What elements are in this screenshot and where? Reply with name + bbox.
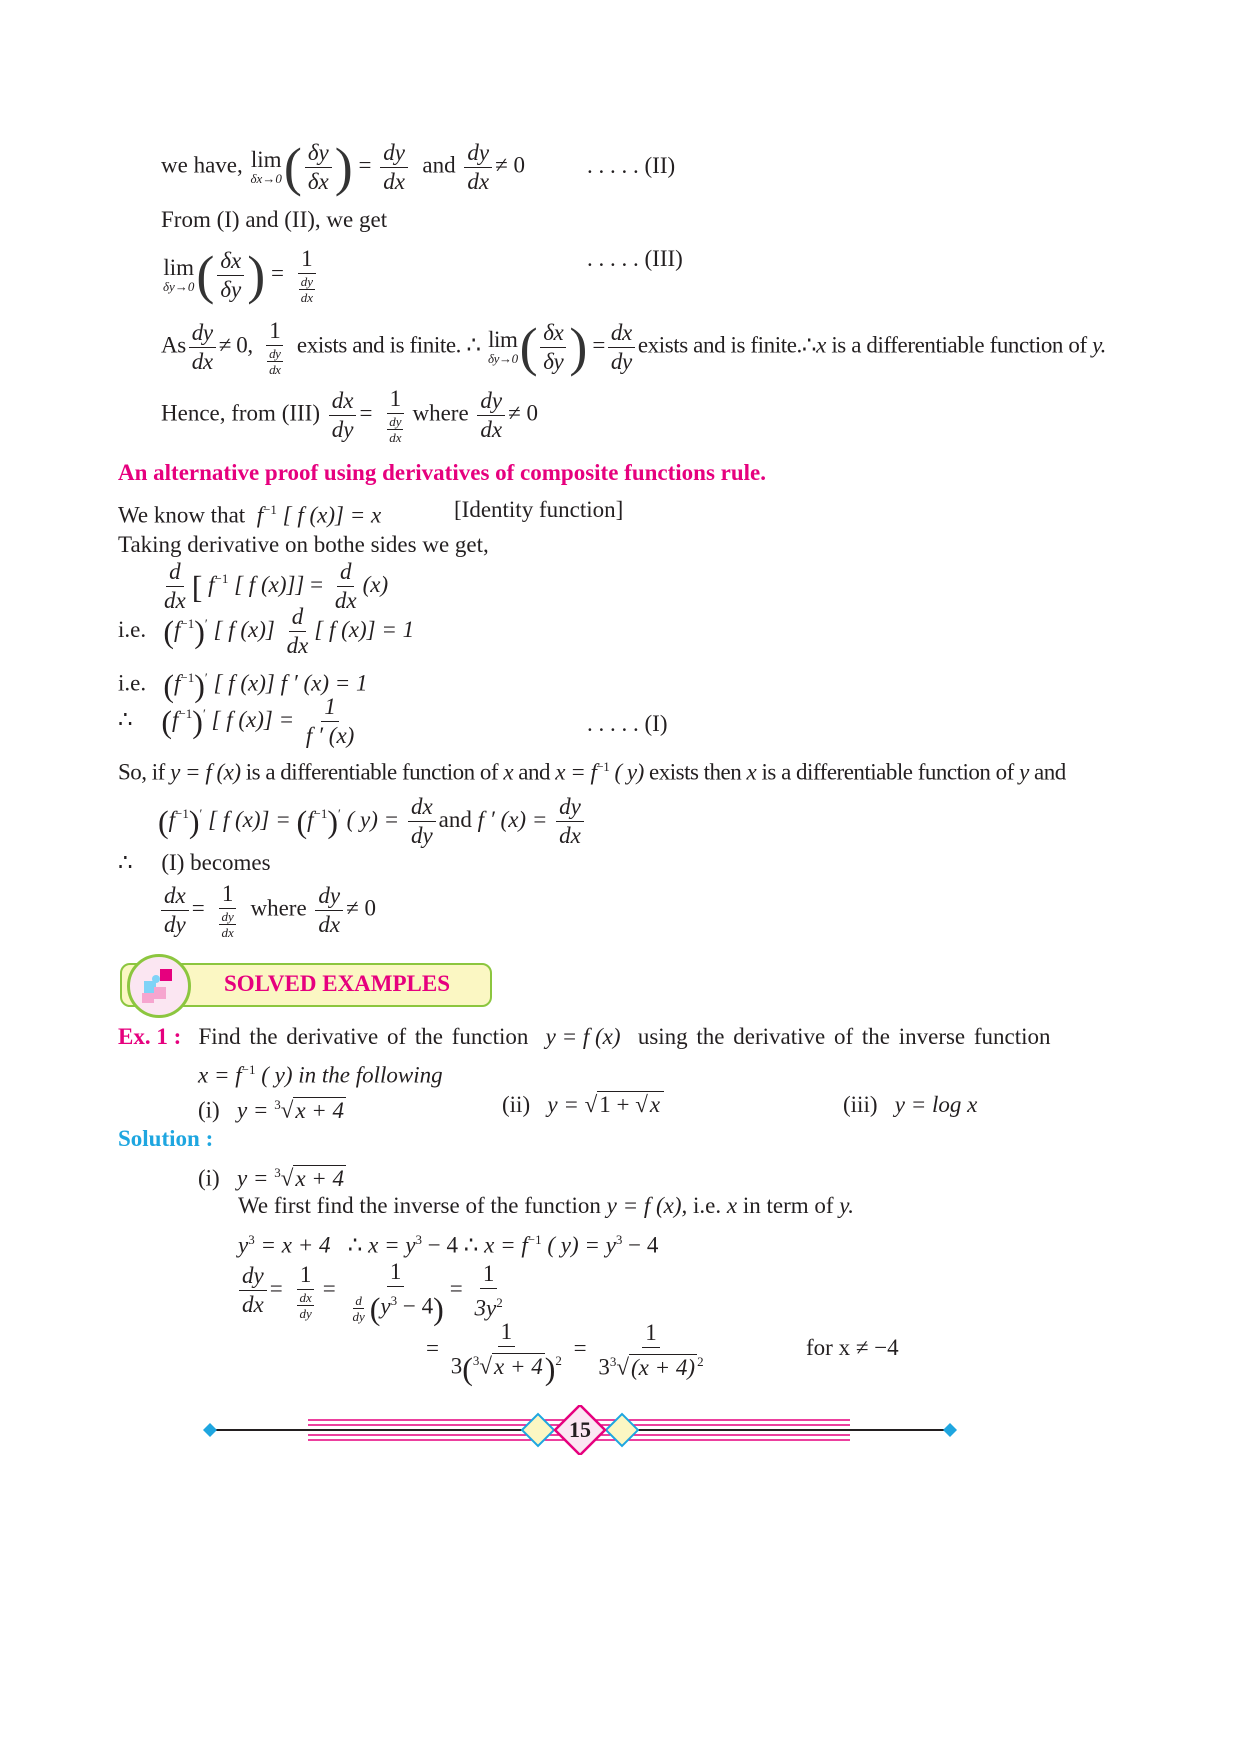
part-ii: (ii) y = √1 + √x: [502, 1090, 664, 1120]
page-number: 15: [569, 1417, 591, 1442]
so-line: So, if y = f (x) is a differentiable function of x and $x = f^{-1}$ ( y) exists then x is a differentiable function of y and: [118, 759, 1066, 785]
chain-rule-line: i.e. $(f^{-1})'$ [ f (x)] $\frac{d}{dx}$ [ f (x)] = 1: [118, 604, 415, 658]
banner-title: SOLVED EXAMPLES: [224, 971, 451, 996]
equation-tag-II: . . . . . (II): [587, 153, 676, 178]
derivative-line: $\frac{d}{dx}$ [ $f^{-1}$ [ f (x)]] = $\frac{d}{dx}$ (x): [164, 559, 389, 613]
limit-line-III: lim δy→0 ( $\frac{\delta x}{\delta y}$ ) = $\frac{1}{\frac{dy}{dx}}$: [161, 245, 324, 305]
section-heading: An alternative proof using derivatives of composite functions rule.: [118, 460, 767, 485]
from-text: From (I) and (II), we get: [161, 207, 388, 232]
fraction: $\frac{dy}{dx}$: [464, 139, 492, 196]
becomes-line: ∴ (I) becomes: [118, 850, 271, 875]
solution-step-2: $y^3 = x + 4$ ∴ $x = y^3 - 4$ ∴ $x = f^{-1}$ ( $y) = y^3 - 4$: [238, 1232, 659, 1258]
identity-note: [Identity function]: [454, 497, 624, 522]
limit: lim δx→0: [250, 147, 282, 186]
solution-step-3: $\frac{dy}{dx}$ = $\frac{1}{\frac{dx}{dy}}$ = 1 $\frac{d}{dy}$ $(y^3 - 4)$ = $\frac{1}{3y^2}$: [236, 1258, 509, 1324]
fraction: $\frac{\delta x}{\delta y}$: [217, 247, 244, 304]
chain-rule-line-2: i.e. $(f^{-1})'$ [ f (x)] f ′ (x) = 1: [118, 667, 368, 704]
solution-label: Solution :: [118, 1126, 214, 1151]
part-i: (i) y = $^3$√x + 4: [198, 1097, 345, 1123]
fraction: $\frac{\delta y}{\delta x}$: [305, 139, 332, 196]
example-1: Ex. 1 : Find the derivative of the function y = f (x) using the derivative of the inverse function: [118, 1024, 1051, 1049]
result-line-I: ∴ $(f^{-1})'$ [ f (x)] = $\frac{1}{f ' (x)}$: [118, 694, 355, 748]
limit: lim δy→0: [163, 255, 195, 295]
solution-step-4: = $\frac{1}{3(^3√x + 4)^2}$ = $\frac{1}{3^3√(x + 4) ^2}$: [426, 1319, 704, 1387]
inverse-derivative-line: $(f^{-1})'$ [ f $(x)] = (f^{-1})'$ ( y) = $\frac{dx}{dy}$ and f ′ (x) = $\frac{dy}{dx}$: [158, 793, 587, 850]
equation-tag-I: . . . . . (I): [587, 711, 668, 736]
equation-tag-III: . . . . . (III): [587, 246, 683, 271]
text: we have,: [161, 152, 243, 178]
identity-line: We know that $f^{-1}$ [ f (x)] = x: [118, 502, 382, 528]
solution-step-1: We first find the inverse of the function y = f (x), i.e. x in term of y.: [238, 1193, 854, 1218]
condition: for x ≠ −4: [806, 1335, 899, 1360]
hence-line: Hence, from (III) $\frac{dx}{dy}$ = $\frac{1}{\frac{dy}{dx}}$ where $\frac{dy}{dx}$ ≠ 0: [161, 386, 539, 446]
fraction: $\frac{dy}{dx}$: [380, 139, 408, 196]
fraction: $\frac{1}{\frac{dy}{dx}}$: [293, 245, 321, 305]
solution-part-i: (i) y = $^3$√x + 4: [198, 1165, 345, 1191]
as-line: As $\frac{dy}{dx}$ ≠ 0, $\frac{1}{\frac{dy}{dx}}$ exists and is finite. ∴ lim δy→0 ( $\frac{\delta x}{\delta y}$ ) = $\frac{dx}{dy}$ exists and is finite.∴x is a differentiable function of y.: [161, 317, 1106, 378]
puzzle-icon: [127, 954, 191, 1018]
limit-line-II: we have, lim δx→0 ( $\frac{\delta y}{\delta x}$ ) = $\frac{dy}{dx}$ and $\frac{dy}{dx}$ ≠ 0: [161, 137, 525, 197]
part-iii: (iii) y = log x: [843, 1092, 978, 1117]
example-1-cont: $x = f^{-1}$ ( y) in the following: [198, 1062, 443, 1088]
footer-decoration: [200, 1405, 960, 1455]
taking-text: Taking derivative on bothe sides we get,: [118, 532, 489, 557]
final-result-line: $\frac{dx}{dy}$ = $\frac{1}{\frac{dy}{dx}}$ where $\frac{dy}{dx}$ ≠ 0: [158, 880, 376, 940]
